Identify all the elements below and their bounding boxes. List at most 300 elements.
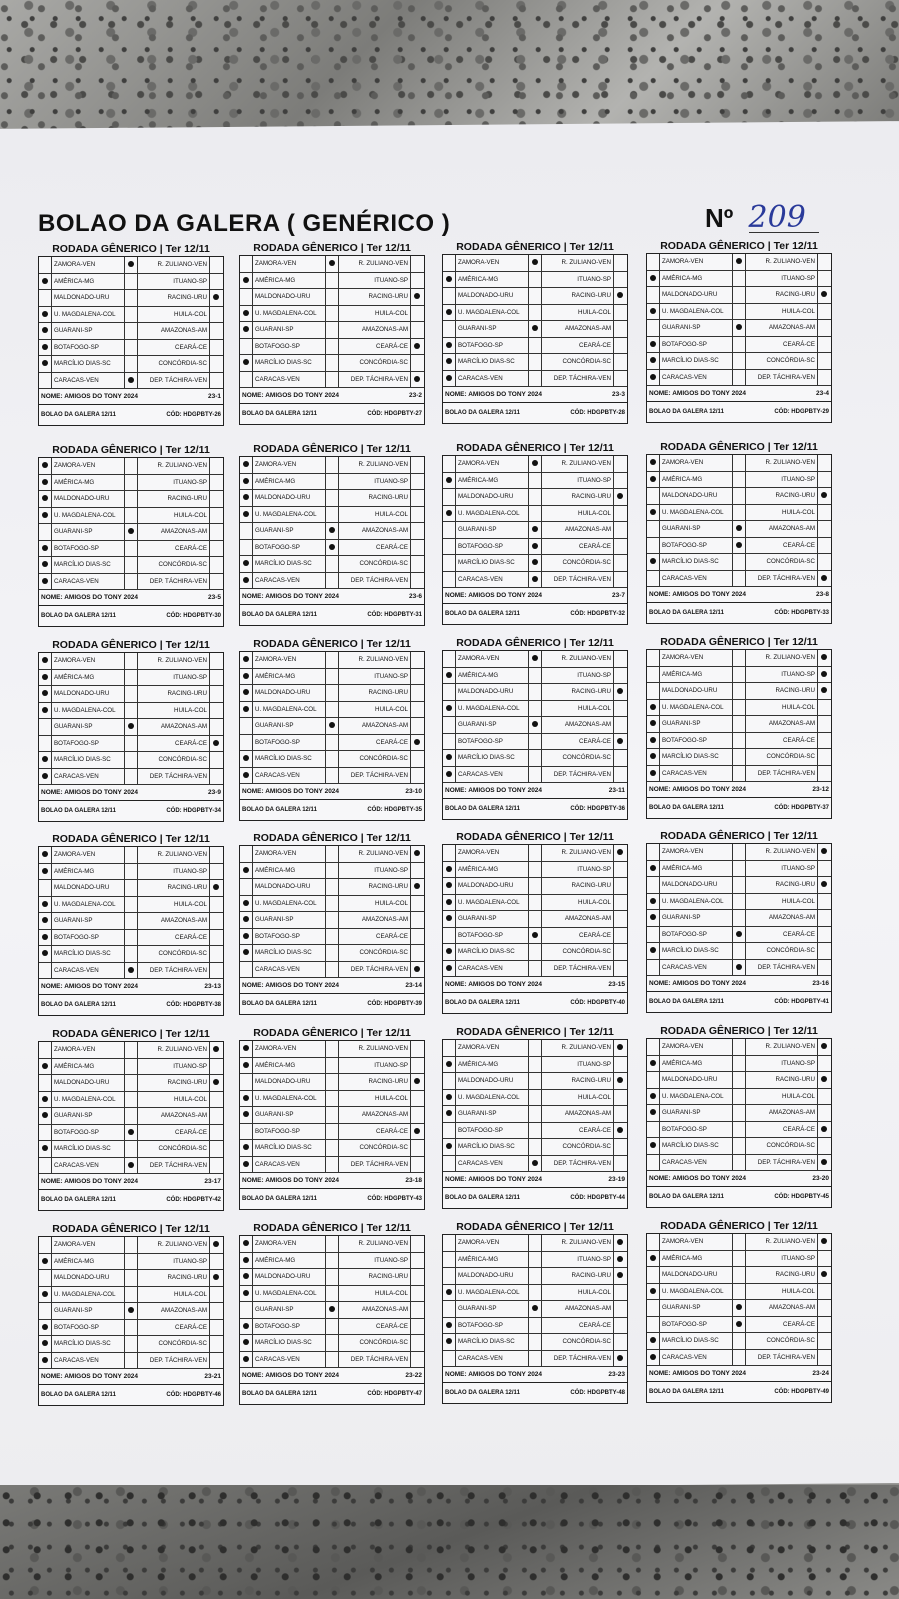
- home-win-mark[interactable]: [240, 1302, 253, 1318]
- home-win-mark[interactable]: [647, 960, 660, 976]
- draw-mark[interactable]: [529, 1057, 542, 1073]
- away-win-mark[interactable]: [411, 540, 424, 556]
- draw-mark[interactable]: [326, 474, 339, 490]
- draw-mark[interactable]: [125, 1125, 138, 1141]
- home-win-mark[interactable]: [240, 1140, 253, 1156]
- away-win-mark[interactable]: [210, 257, 223, 273]
- home-win-mark[interactable]: [39, 1158, 52, 1174]
- home-win-mark[interactable]: [647, 304, 660, 320]
- draw-mark[interactable]: [733, 1251, 746, 1267]
- draw-mark[interactable]: [529, 473, 542, 489]
- draw-mark[interactable]: [733, 716, 746, 732]
- draw-mark[interactable]: [733, 337, 746, 353]
- home-win-mark[interactable]: [647, 894, 660, 910]
- home-win-mark[interactable]: [39, 963, 52, 979]
- draw-mark[interactable]: [733, 1333, 746, 1349]
- draw-mark[interactable]: [733, 650, 746, 666]
- draw-mark[interactable]: [125, 458, 138, 474]
- home-win-mark[interactable]: [240, 474, 253, 490]
- away-win-mark[interactable]: [411, 751, 424, 767]
- draw-mark[interactable]: [733, 733, 746, 749]
- away-win-mark[interactable]: [818, 943, 831, 959]
- away-win-mark[interactable]: [210, 1141, 223, 1157]
- draw-mark[interactable]: [529, 539, 542, 555]
- away-win-mark[interactable]: [210, 574, 223, 590]
- home-win-mark[interactable]: [39, 1287, 52, 1303]
- home-win-mark[interactable]: [240, 1269, 253, 1285]
- home-win-mark[interactable]: [240, 540, 253, 556]
- away-win-mark[interactable]: [614, 272, 627, 288]
- draw-mark[interactable]: [326, 768, 339, 784]
- draw-mark[interactable]: [326, 1157, 339, 1173]
- away-win-mark[interactable]: [818, 716, 831, 732]
- home-win-mark[interactable]: [647, 1105, 660, 1121]
- home-win-mark[interactable]: [240, 735, 253, 751]
- home-win-mark[interactable]: [39, 913, 52, 929]
- away-win-mark[interactable]: [614, 1090, 627, 1106]
- draw-mark[interactable]: [326, 1236, 339, 1252]
- home-win-mark[interactable]: [443, 1318, 456, 1334]
- draw-mark[interactable]: [326, 846, 339, 862]
- draw-mark[interactable]: [326, 1302, 339, 1318]
- away-win-mark[interactable]: [818, 538, 831, 554]
- away-win-mark[interactable]: [818, 521, 831, 537]
- away-win-mark[interactable]: [411, 1124, 424, 1140]
- draw-mark[interactable]: [125, 1075, 138, 1091]
- home-win-mark[interactable]: [39, 491, 52, 507]
- away-win-mark[interactable]: [614, 767, 627, 783]
- draw-mark[interactable]: [529, 895, 542, 911]
- home-win-mark[interactable]: [443, 1090, 456, 1106]
- home-win-mark[interactable]: [240, 306, 253, 322]
- draw-mark[interactable]: [529, 555, 542, 571]
- away-win-mark[interactable]: [614, 1040, 627, 1056]
- away-win-mark[interactable]: [411, 1335, 424, 1351]
- draw-mark[interactable]: [733, 844, 746, 860]
- away-win-mark[interactable]: [818, 894, 831, 910]
- away-win-mark[interactable]: [614, 1318, 627, 1334]
- away-win-mark[interactable]: [614, 338, 627, 354]
- away-win-mark[interactable]: [614, 1301, 627, 1317]
- away-win-mark[interactable]: [411, 912, 424, 928]
- away-win-mark[interactable]: [614, 555, 627, 571]
- home-win-mark[interactable]: [240, 702, 253, 718]
- draw-mark[interactable]: [125, 1320, 138, 1336]
- home-win-mark[interactable]: [443, 321, 456, 337]
- draw-mark[interactable]: [125, 475, 138, 491]
- draw-mark[interactable]: [733, 554, 746, 570]
- draw-mark[interactable]: [529, 1073, 542, 1089]
- home-win-mark[interactable]: [240, 322, 253, 338]
- draw-mark[interactable]: [733, 1234, 746, 1250]
- draw-mark[interactable]: [125, 847, 138, 863]
- home-win-mark[interactable]: [39, 1092, 52, 1108]
- home-win-mark[interactable]: [240, 1335, 253, 1351]
- home-win-mark[interactable]: [240, 256, 253, 272]
- away-win-mark[interactable]: [411, 457, 424, 473]
- away-win-mark[interactable]: [614, 1252, 627, 1268]
- away-win-mark[interactable]: [818, 320, 831, 336]
- away-win-mark[interactable]: [210, 458, 223, 474]
- draw-mark[interactable]: [326, 929, 339, 945]
- away-win-mark[interactable]: [818, 766, 831, 782]
- draw-mark[interactable]: [529, 862, 542, 878]
- draw-mark[interactable]: [733, 894, 746, 910]
- draw-mark[interactable]: [125, 274, 138, 290]
- draw-mark[interactable]: [733, 455, 746, 471]
- draw-mark[interactable]: [733, 304, 746, 320]
- home-win-mark[interactable]: [647, 733, 660, 749]
- away-win-mark[interactable]: [818, 927, 831, 943]
- draw-mark[interactable]: [326, 896, 339, 912]
- away-win-mark[interactable]: [210, 946, 223, 962]
- home-win-mark[interactable]: [39, 373, 52, 389]
- away-win-mark[interactable]: [210, 769, 223, 785]
- draw-mark[interactable]: [529, 734, 542, 750]
- away-win-mark[interactable]: [210, 913, 223, 929]
- away-win-mark[interactable]: [210, 1336, 223, 1352]
- draw-mark[interactable]: [733, 287, 746, 303]
- home-win-mark[interactable]: [240, 1074, 253, 1090]
- home-win-mark[interactable]: [443, 288, 456, 304]
- away-win-mark[interactable]: [411, 306, 424, 322]
- home-win-mark[interactable]: [39, 752, 52, 768]
- home-win-mark[interactable]: [240, 289, 253, 305]
- away-win-mark[interactable]: [818, 254, 831, 270]
- draw-mark[interactable]: [326, 1074, 339, 1090]
- away-win-mark[interactable]: [411, 1236, 424, 1252]
- draw-mark[interactable]: [125, 930, 138, 946]
- draw-mark[interactable]: [326, 507, 339, 523]
- draw-mark[interactable]: [326, 540, 339, 556]
- draw-mark[interactable]: [733, 521, 746, 537]
- away-win-mark[interactable]: [614, 489, 627, 505]
- home-win-mark[interactable]: [443, 555, 456, 571]
- away-win-mark[interactable]: [614, 354, 627, 370]
- home-win-mark[interactable]: [39, 880, 52, 896]
- home-win-mark[interactable]: [39, 356, 52, 372]
- home-win-mark[interactable]: [647, 254, 660, 270]
- away-win-mark[interactable]: [210, 752, 223, 768]
- home-win-mark[interactable]: [443, 354, 456, 370]
- draw-mark[interactable]: [529, 944, 542, 960]
- away-win-mark[interactable]: [614, 1235, 627, 1251]
- home-win-mark[interactable]: [240, 523, 253, 539]
- away-win-mark[interactable]: [210, 1254, 223, 1270]
- away-win-mark[interactable]: [210, 508, 223, 524]
- away-win-mark[interactable]: [614, 845, 627, 861]
- away-win-mark[interactable]: [614, 305, 627, 321]
- away-win-mark[interactable]: [614, 1334, 627, 1350]
- away-win-mark[interactable]: [210, 557, 223, 573]
- draw-mark[interactable]: [529, 668, 542, 684]
- away-win-mark[interactable]: [411, 945, 424, 961]
- home-win-mark[interactable]: [443, 1301, 456, 1317]
- away-win-mark[interactable]: [614, 456, 627, 472]
- home-win-mark[interactable]: [39, 864, 52, 880]
- away-win-mark[interactable]: [818, 844, 831, 860]
- home-win-mark[interactable]: [39, 1141, 52, 1157]
- home-win-mark[interactable]: [443, 1334, 456, 1350]
- away-win-mark[interactable]: [818, 1039, 831, 1055]
- away-win-mark[interactable]: [210, 1092, 223, 1108]
- away-win-mark[interactable]: [411, 1107, 424, 1123]
- home-win-mark[interactable]: [39, 541, 52, 557]
- draw-mark[interactable]: [125, 524, 138, 540]
- away-win-mark[interactable]: [614, 717, 627, 733]
- draw-mark[interactable]: [326, 1269, 339, 1285]
- home-win-mark[interactable]: [647, 472, 660, 488]
- draw-mark[interactable]: [326, 573, 339, 589]
- away-win-mark[interactable]: [411, 355, 424, 371]
- draw-mark[interactable]: [326, 1041, 339, 1057]
- away-win-mark[interactable]: [210, 307, 223, 323]
- home-win-mark[interactable]: [240, 1091, 253, 1107]
- home-win-mark[interactable]: [39, 1336, 52, 1352]
- away-win-mark[interactable]: [818, 1122, 831, 1138]
- home-win-mark[interactable]: [240, 1107, 253, 1123]
- away-win-mark[interactable]: [411, 1352, 424, 1368]
- home-win-mark[interactable]: [443, 701, 456, 717]
- home-win-mark[interactable]: [647, 1333, 660, 1349]
- draw-mark[interactable]: [125, 864, 138, 880]
- away-win-mark[interactable]: [210, 1320, 223, 1336]
- home-win-mark[interactable]: [39, 653, 52, 669]
- home-win-mark[interactable]: [39, 930, 52, 946]
- draw-mark[interactable]: [529, 928, 542, 944]
- home-win-mark[interactable]: [443, 539, 456, 555]
- home-win-mark[interactable]: [39, 946, 52, 962]
- home-win-mark[interactable]: [443, 862, 456, 878]
- draw-mark[interactable]: [733, 1350, 746, 1366]
- home-win-mark[interactable]: [39, 340, 52, 356]
- home-win-mark[interactable]: [39, 1320, 52, 1336]
- draw-mark[interactable]: [326, 256, 339, 272]
- away-win-mark[interactable]: [818, 554, 831, 570]
- draw-mark[interactable]: [529, 522, 542, 538]
- draw-mark[interactable]: [529, 255, 542, 271]
- away-win-mark[interactable]: [614, 668, 627, 684]
- draw-mark[interactable]: [125, 963, 138, 979]
- draw-mark[interactable]: [326, 702, 339, 718]
- home-win-mark[interactable]: [443, 1351, 456, 1367]
- home-win-mark[interactable]: [647, 271, 660, 287]
- draw-mark[interactable]: [529, 1106, 542, 1122]
- home-win-mark[interactable]: [240, 912, 253, 928]
- home-win-mark[interactable]: [39, 847, 52, 863]
- away-win-mark[interactable]: [818, 1350, 831, 1366]
- draw-mark[interactable]: [529, 845, 542, 861]
- home-win-mark[interactable]: [647, 1267, 660, 1283]
- home-win-mark[interactable]: [39, 475, 52, 491]
- away-win-mark[interactable]: [614, 371, 627, 387]
- draw-mark[interactable]: [529, 651, 542, 667]
- away-win-mark[interactable]: [210, 686, 223, 702]
- away-win-mark[interactable]: [210, 373, 223, 389]
- away-win-mark[interactable]: [818, 1333, 831, 1349]
- away-win-mark[interactable]: [411, 474, 424, 490]
- home-win-mark[interactable]: [647, 1300, 660, 1316]
- draw-mark[interactable]: [733, 667, 746, 683]
- draw-mark[interactable]: [529, 684, 542, 700]
- home-win-mark[interactable]: [240, 652, 253, 668]
- home-win-mark[interactable]: [443, 895, 456, 911]
- draw-mark[interactable]: [125, 1353, 138, 1369]
- draw-mark[interactable]: [125, 1254, 138, 1270]
- home-win-mark[interactable]: [39, 1303, 52, 1319]
- home-win-mark[interactable]: [647, 910, 660, 926]
- away-win-mark[interactable]: [818, 488, 831, 504]
- draw-mark[interactable]: [125, 670, 138, 686]
- home-win-mark[interactable]: [39, 1254, 52, 1270]
- home-win-mark[interactable]: [240, 1352, 253, 1368]
- draw-mark[interactable]: [326, 355, 339, 371]
- draw-mark[interactable]: [326, 1335, 339, 1351]
- home-win-mark[interactable]: [443, 338, 456, 354]
- away-win-mark[interactable]: [411, 1302, 424, 1318]
- home-win-mark[interactable]: [39, 1059, 52, 1075]
- home-win-mark[interactable]: [647, 927, 660, 943]
- draw-mark[interactable]: [529, 305, 542, 321]
- away-win-mark[interactable]: [614, 684, 627, 700]
- home-win-mark[interactable]: [443, 961, 456, 977]
- home-win-mark[interactable]: [240, 685, 253, 701]
- draw-mark[interactable]: [529, 1301, 542, 1317]
- away-win-mark[interactable]: [818, 1072, 831, 1088]
- home-win-mark[interactable]: [39, 557, 52, 573]
- home-win-mark[interactable]: [240, 273, 253, 289]
- away-win-mark[interactable]: [210, 491, 223, 507]
- draw-mark[interactable]: [733, 1267, 746, 1283]
- away-win-mark[interactable]: [818, 667, 831, 683]
- draw-mark[interactable]: [125, 752, 138, 768]
- home-win-mark[interactable]: [647, 353, 660, 369]
- home-win-mark[interactable]: [647, 667, 660, 683]
- home-win-mark[interactable]: [647, 1317, 660, 1333]
- away-win-mark[interactable]: [210, 1108, 223, 1124]
- away-win-mark[interactable]: [411, 556, 424, 572]
- away-win-mark[interactable]: [818, 1155, 831, 1171]
- draw-mark[interactable]: [125, 769, 138, 785]
- home-win-mark[interactable]: [240, 962, 253, 978]
- away-win-mark[interactable]: [614, 539, 627, 555]
- draw-mark[interactable]: [326, 685, 339, 701]
- home-win-mark[interactable]: [647, 749, 660, 765]
- home-win-mark[interactable]: [39, 1125, 52, 1141]
- draw-mark[interactable]: [733, 700, 746, 716]
- away-win-mark[interactable]: [818, 455, 831, 471]
- draw-mark[interactable]: [326, 523, 339, 539]
- away-win-mark[interactable]: [210, 541, 223, 557]
- away-win-mark[interactable]: [210, 1042, 223, 1058]
- away-win-mark[interactable]: [818, 749, 831, 765]
- away-win-mark[interactable]: [818, 337, 831, 353]
- away-win-mark[interactable]: [818, 1056, 831, 1072]
- away-win-mark[interactable]: [210, 323, 223, 339]
- home-win-mark[interactable]: [647, 1039, 660, 1055]
- away-win-mark[interactable]: [210, 1353, 223, 1369]
- away-win-mark[interactable]: [210, 736, 223, 752]
- home-win-mark[interactable]: [39, 323, 52, 339]
- home-win-mark[interactable]: [443, 684, 456, 700]
- away-win-mark[interactable]: [210, 475, 223, 491]
- home-win-mark[interactable]: [443, 1235, 456, 1251]
- draw-mark[interactable]: [733, 320, 746, 336]
- draw-mark[interactable]: [326, 490, 339, 506]
- away-win-mark[interactable]: [818, 733, 831, 749]
- away-win-mark[interactable]: [411, 685, 424, 701]
- draw-mark[interactable]: [125, 1270, 138, 1286]
- home-win-mark[interactable]: [647, 505, 660, 521]
- draw-mark[interactable]: [125, 1141, 138, 1157]
- home-win-mark[interactable]: [443, 878, 456, 894]
- away-win-mark[interactable]: [411, 929, 424, 945]
- draw-mark[interactable]: [326, 1058, 339, 1074]
- draw-mark[interactable]: [326, 945, 339, 961]
- home-win-mark[interactable]: [647, 1234, 660, 1250]
- draw-mark[interactable]: [529, 572, 542, 588]
- draw-mark[interactable]: [326, 289, 339, 305]
- home-win-mark[interactable]: [39, 736, 52, 752]
- away-win-mark[interactable]: [614, 1268, 627, 1284]
- home-win-mark[interactable]: [240, 669, 253, 685]
- away-win-mark[interactable]: [818, 271, 831, 287]
- away-win-mark[interactable]: [210, 1125, 223, 1141]
- draw-mark[interactable]: [733, 1089, 746, 1105]
- away-win-mark[interactable]: [411, 256, 424, 272]
- draw-mark[interactable]: [733, 1105, 746, 1121]
- draw-mark[interactable]: [529, 1252, 542, 1268]
- home-win-mark[interactable]: [39, 1075, 52, 1091]
- home-win-mark[interactable]: [443, 1057, 456, 1073]
- away-win-mark[interactable]: [614, 1156, 627, 1172]
- home-win-mark[interactable]: [240, 372, 253, 388]
- away-win-mark[interactable]: [210, 897, 223, 913]
- away-win-mark[interactable]: [614, 1073, 627, 1089]
- draw-mark[interactable]: [125, 1092, 138, 1108]
- away-win-mark[interactable]: [818, 650, 831, 666]
- away-win-mark[interactable]: [818, 1089, 831, 1105]
- away-win-mark[interactable]: [210, 290, 223, 306]
- away-win-mark[interactable]: [411, 1074, 424, 1090]
- away-win-mark[interactable]: [411, 768, 424, 784]
- home-win-mark[interactable]: [240, 945, 253, 961]
- draw-mark[interactable]: [529, 878, 542, 894]
- home-win-mark[interactable]: [647, 766, 660, 782]
- away-win-mark[interactable]: [818, 1251, 831, 1267]
- home-win-mark[interactable]: [443, 305, 456, 321]
- home-win-mark[interactable]: [443, 734, 456, 750]
- away-win-mark[interactable]: [411, 1140, 424, 1156]
- away-win-mark[interactable]: [818, 683, 831, 699]
- draw-mark[interactable]: [125, 1158, 138, 1174]
- draw-mark[interactable]: [733, 472, 746, 488]
- away-win-mark[interactable]: [210, 847, 223, 863]
- draw-mark[interactable]: [326, 1253, 339, 1269]
- home-win-mark[interactable]: [443, 371, 456, 387]
- away-win-mark[interactable]: [818, 571, 831, 587]
- draw-mark[interactable]: [326, 1140, 339, 1156]
- away-win-mark[interactable]: [614, 651, 627, 667]
- draw-mark[interactable]: [529, 371, 542, 387]
- away-win-mark[interactable]: [614, 321, 627, 337]
- draw-mark[interactable]: [125, 290, 138, 306]
- draw-mark[interactable]: [529, 456, 542, 472]
- draw-mark[interactable]: [733, 960, 746, 976]
- draw-mark[interactable]: [125, 1108, 138, 1124]
- draw-mark[interactable]: [733, 1284, 746, 1300]
- draw-mark[interactable]: [125, 880, 138, 896]
